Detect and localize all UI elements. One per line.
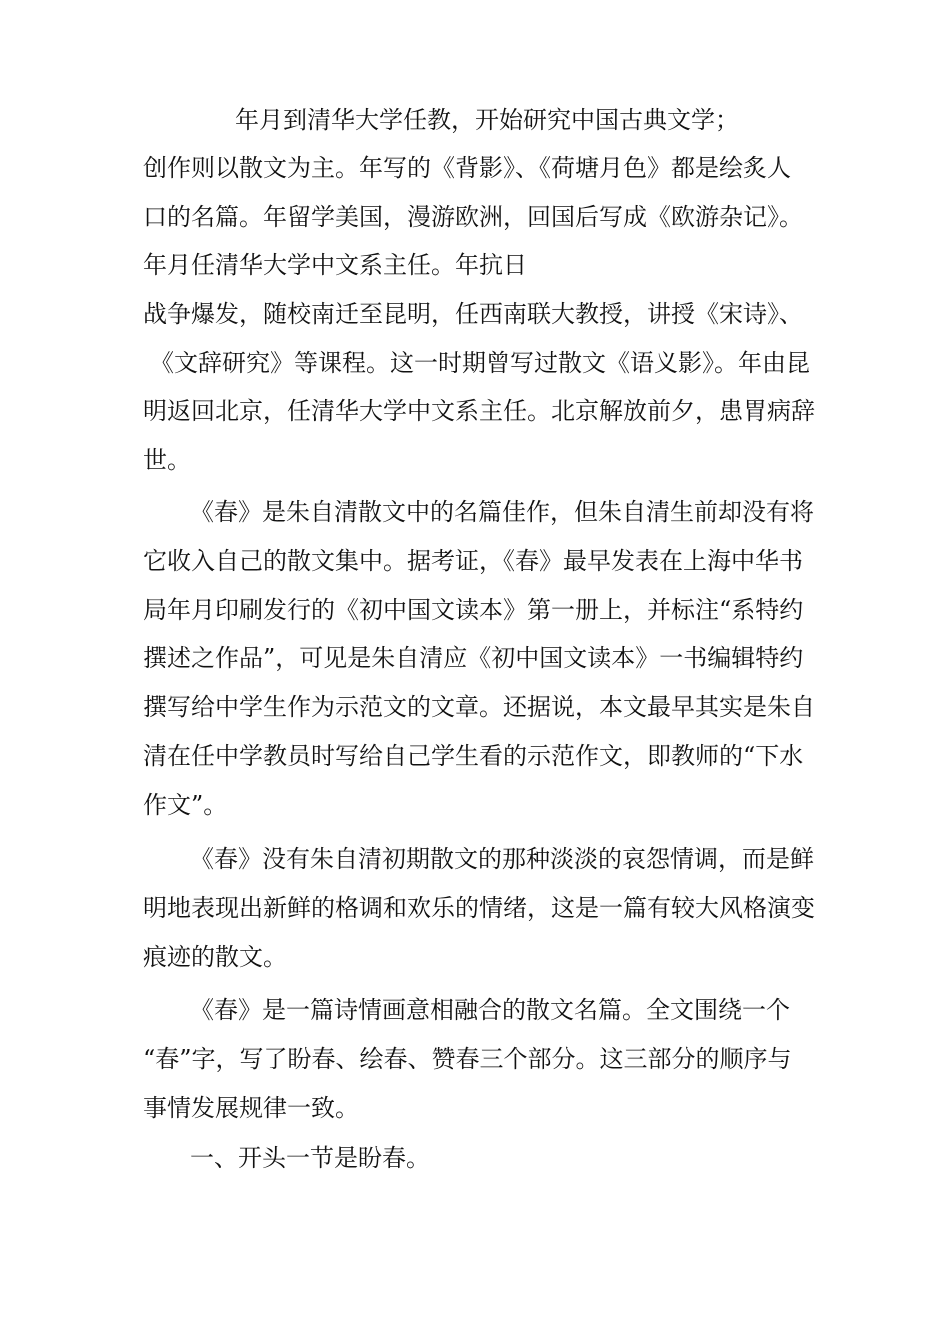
text-line-2: 创作则以散文为主。年写的《背影》、《荷塘月色》都是绘炙人 xyxy=(143,154,791,182)
text-line-11: 局年月印刷发行的《初中国文读本》第一册上，并标注“系特约 xyxy=(143,596,804,624)
text-line-3: 口的名篇。年留学美国，漫游欧洲，回国后写成《欧游杂记》。 xyxy=(143,203,803,231)
text-line-7: 明返回北京，任清华大学中文系主任。北京解放前夕，患胃病辞 xyxy=(143,397,815,425)
text-line-5: 战争爆发，随校南迁至昆明，任西南联大教授，讲授《宋诗》、 xyxy=(143,300,803,328)
text-line-17: 明地表现出新鲜的格调和欢乐的情绪，这是一篇有较大风格演变 xyxy=(143,894,815,922)
text-line-16: 《春》没有朱自清初期散文的那种淡淡的哀怨情调，而是鲜 xyxy=(190,845,814,873)
text-line-1: 年月到清华大学任教，开始研究中国古典文学； xyxy=(235,106,739,134)
text-line-14: 清在任中学教员时写给自己学生看的示范作文，即教师的“下水 xyxy=(143,742,804,770)
text-line-19: 《春》是一篇诗情画意相融合的散文名篇。全文围绕一个 xyxy=(190,996,790,1024)
text-line-4: 年月任清华大学中文系主任。年抗日 xyxy=(143,251,527,279)
text-line-18: 痕迹的散文。 xyxy=(143,943,287,971)
text-line-13: 撰写给中学生作为示范文的文章。还据说，本文最早其实是朱自 xyxy=(143,693,815,721)
text-line-22: 一、开头一节是盼春。 xyxy=(190,1144,430,1172)
text-line-20: “春”字，写了盼春、绘春、赞春三个部分。这三部分的顺序与 xyxy=(143,1045,792,1073)
text-line-21: 事情发展规律一致。 xyxy=(143,1094,359,1122)
text-line-6: 《文辞研究》等课程。这一时期曾写过散文《语义影》。年由昆 xyxy=(150,349,810,377)
text-line-8: 世。 xyxy=(143,446,191,474)
text-line-15: 作文”。 xyxy=(143,791,228,819)
text-line-10: 它收入自己的散文集中。据考证，《春》最早发表在上海中华书 xyxy=(143,547,803,575)
text-line-12: 撰述之作品”，可见是朱自清应《初中国文读本》一书编辑特约 xyxy=(143,644,804,672)
text-line-9: 《春》是朱自清散文中的名篇佳作，但朱自清生前却没有将 xyxy=(190,498,814,526)
